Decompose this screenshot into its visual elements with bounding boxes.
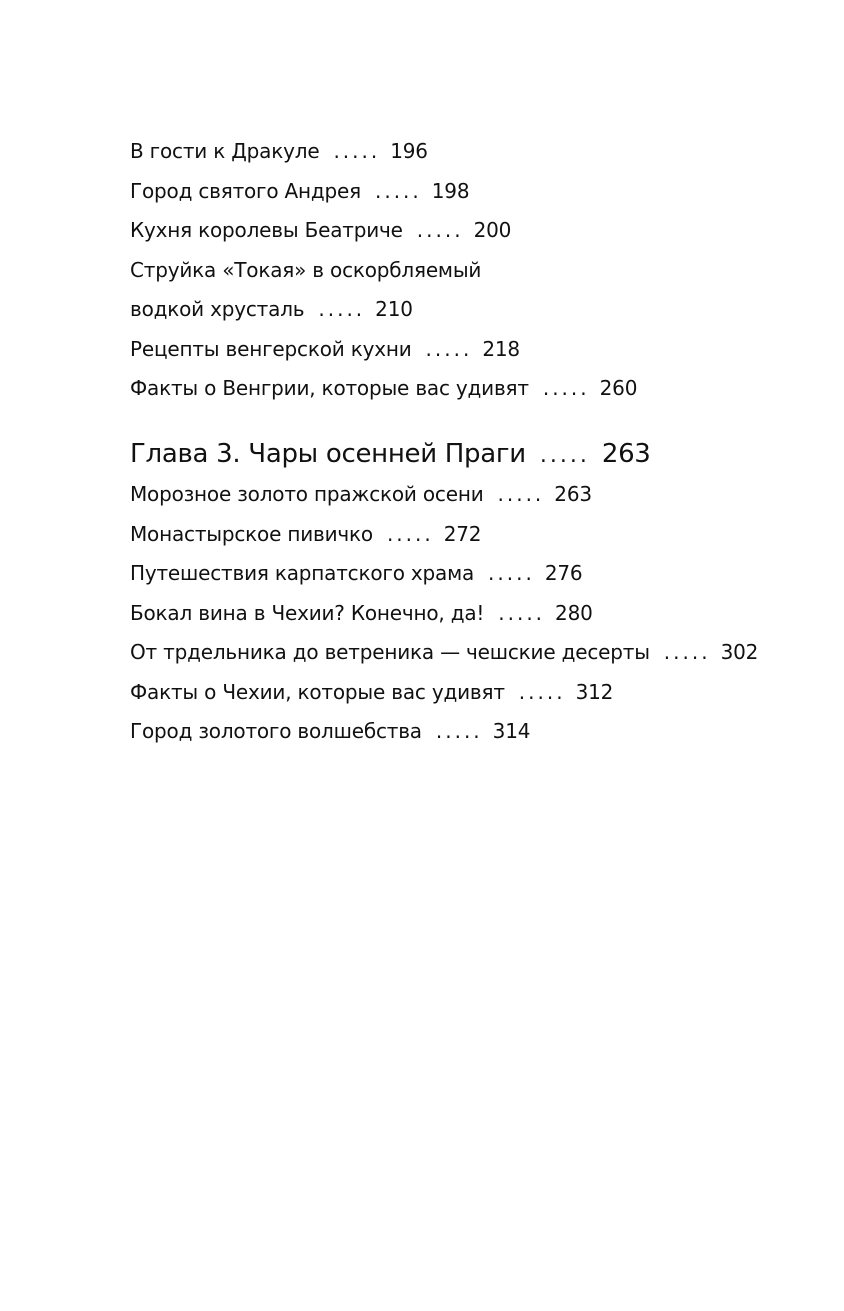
toc-entry-title: Факты о Венгрии, которые вас удивят xyxy=(130,376,529,400)
toc-chapter-heading[interactable] xyxy=(130,437,820,473)
toc-leader-dots: ..... xyxy=(488,561,535,585)
toc-entry[interactable] xyxy=(130,679,820,705)
chapter-page-number: 263 xyxy=(601,439,651,469)
toc-entry[interactable] xyxy=(130,178,820,204)
toc-page-number: 280 xyxy=(555,600,593,625)
toc-leader-dots: ..... xyxy=(333,139,381,163)
toc-leader-dots: ..... xyxy=(539,443,590,468)
toc-entry-title: Путешествия карпатского храма xyxy=(130,561,475,585)
toc-entry-title: Бокал вина в Чехии? Конечно, да! xyxy=(130,600,485,625)
toc-entry[interactable] xyxy=(130,138,820,164)
toc-page-number: 263 xyxy=(554,482,592,506)
toc-page-number: 218 xyxy=(482,336,520,361)
toc-leader-dots: ..... xyxy=(318,297,366,321)
toc-entry-title: Кухня королевы Беатриче xyxy=(130,218,403,242)
table-of-contents xyxy=(130,138,820,758)
toc-entry[interactable] xyxy=(130,375,820,401)
toc-leader-dots: ..... xyxy=(498,600,546,625)
toc-entry[interactable] xyxy=(130,639,820,665)
toc-entry[interactable] xyxy=(130,600,820,626)
toc-page-number: 314 xyxy=(492,719,531,743)
toc-entry[interactable] xyxy=(130,481,820,507)
toc-entry-title: Город святого Андрея xyxy=(130,178,361,203)
toc-leader-dots: ..... xyxy=(435,719,483,743)
toc-entry-line1[interactable] xyxy=(130,257,820,283)
toc-entry[interactable] xyxy=(130,336,820,362)
toc-page-number: 312 xyxy=(575,679,614,704)
toc-entry-title-continued: водкой хрусталь xyxy=(130,297,305,321)
toc-entry[interactable] xyxy=(130,217,820,243)
toc-entry-title: Монастырское пивичко xyxy=(130,521,373,546)
toc-entry[interactable] xyxy=(130,521,820,547)
toc-entry-title: Город золотого волшебства xyxy=(130,719,422,743)
toc-page-number: 272 xyxy=(443,521,482,546)
toc-entry-title: Рецепты венгерской кухни xyxy=(130,336,412,361)
toc-leader-dots: ..... xyxy=(663,640,711,664)
toc-entry-line2[interactable] xyxy=(130,296,820,322)
toc-page-number: 210 xyxy=(375,297,413,321)
toc-page-number: 276 xyxy=(544,561,583,585)
toc-leader-dots: ..... xyxy=(374,178,422,203)
toc-leader-dots: ..... xyxy=(542,376,590,400)
toc-entry[interactable] xyxy=(130,718,820,744)
toc-entry[interactable] xyxy=(130,560,820,586)
toc-entry-title: Морозное золото пражской осени xyxy=(130,482,484,506)
toc-page-number: 196 xyxy=(390,139,428,163)
toc-leader-dots: ..... xyxy=(416,218,464,242)
toc-page-number: 198 xyxy=(431,178,470,203)
toc-leader-dots: ..... xyxy=(497,482,545,506)
toc-page-number: 260 xyxy=(599,376,638,400)
toc-leader-dots: ..... xyxy=(386,521,434,546)
toc-entry-title: В гости к Дракуле xyxy=(130,139,320,163)
toc-entry-title: От трдельника до ветреника — чешские десерты xyxy=(130,640,650,664)
toc-leader-dots: ..... xyxy=(425,336,473,361)
chapter-title: Глава 3. Чары осенней Праги xyxy=(130,439,526,469)
toc-entry-title: Факты о Чехии, которые вас удивят xyxy=(130,679,505,704)
toc-page-number: 200 xyxy=(473,218,512,242)
toc-page-number: 302 xyxy=(720,640,759,664)
toc-leader-dots: ..... xyxy=(518,679,566,704)
toc-entry-title: Струйка «Токая» в оскорбляемый xyxy=(130,257,482,282)
